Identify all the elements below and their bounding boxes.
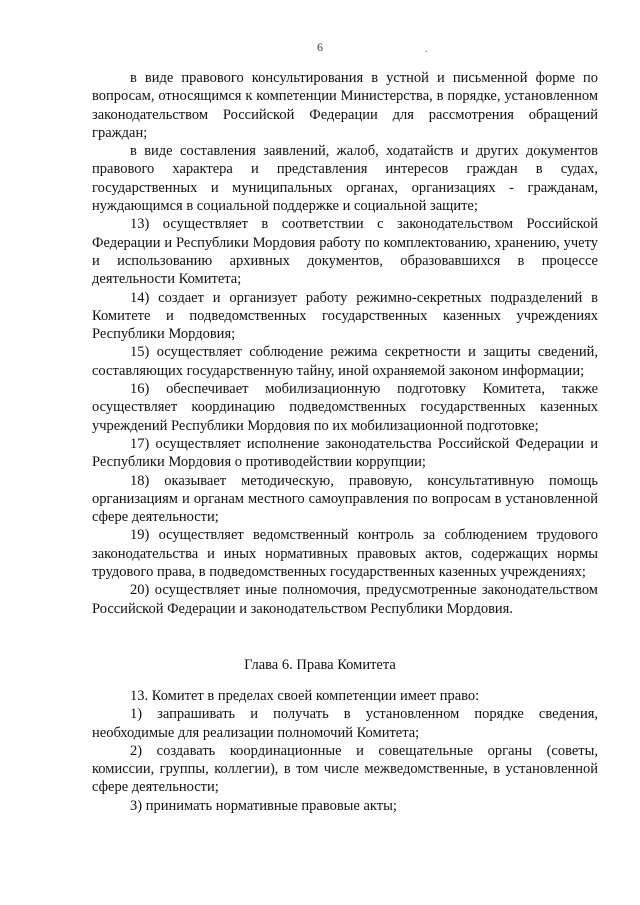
paragraph: 13) осуществляет в соответствии с законодательством Российской Федерации и Республики Мордовия работу по комплектованию, хранению, учету и использованию архивных документов, образовавшихся в процессе деятельности Комитета; <box>92 216 598 288</box>
page-number: 6 <box>317 40 323 54</box>
scan-mark: . <box>425 44 428 55</box>
paragraph: 13. Комитет в пределах своей компетенции имеет право: <box>130 688 480 704</box>
body-text-chapter-6 <box>92 687 598 815</box>
paragraph: в виде составления заявлений, жалоб, ходатайств и других документов правового характера и представления интересов граждан в судах, государственных и муниципальных органах, организациях - гражданам, нуждающимся в социальной поддержке и социальной защите; <box>92 143 598 215</box>
chapter-heading: Глава 6. Права Комитета <box>244 657 396 673</box>
paragraph: 15) осуществляет соблюдение режима секретности и защиты сведений, составляющих государственную тайну, иной охраняемой законом информации; <box>92 344 598 379</box>
paragraph: 3) принимать нормативные правовые акты; <box>130 797 397 814</box>
paragraph: 19) осуществляет ведомственный контроль за соблюдением трудового законодательства и иных нормативных правовых актов, содержащих нормы трудового права, в подведомственных государственных казенных учреждениях; <box>92 527 598 581</box>
paragraph: 2) создавать координационные и совещательные органы (советы, комиссии, группы, коллегии), в том числе межведомственные, в установленной сфере деятельности; <box>92 742 598 796</box>
paragraph: 16) обеспечивает мобилизационную подготовку Комитета, также осуществляет координацию подведомственных государственных казенных учреждений Республики Мордовия по их мобилизационной подготовке; <box>92 381 598 434</box>
paragraph: 1) запрашивать и получать в установленном порядке сведения, необходимые для реализации полномочий Комитета; <box>92 706 598 741</box>
paragraph: 14) создает и организует работу режимно-секретных подразделений в Комитете и подведомственных государственных казенных учреждениях Республики Мордовия; <box>92 289 598 343</box>
paragraph: в виде правового консультирования в устной и письменной форме по вопросам, относящимся к компетенции Министерства, в порядке, установленном законодательством Российской Федерации для рассмотрения обращений граждан; <box>92 70 598 141</box>
body-text <box>92 69 598 618</box>
paragraph: 17) осуществляет исполнение законодательства Российской Федерации и Республики Мордовия о противодействии коррупции; <box>92 435 598 471</box>
paragraph: 18) оказывает методическую, правовую, консультативную помощь организациям и органам местного самоуправления по вопросам в установленной сфере деятельности; <box>92 472 598 526</box>
paragraph: 20) осуществляет иные полномочия, предусмотренные законодательством Российской Федерации и законодательством Республики Мордовия. <box>92 582 598 617</box>
